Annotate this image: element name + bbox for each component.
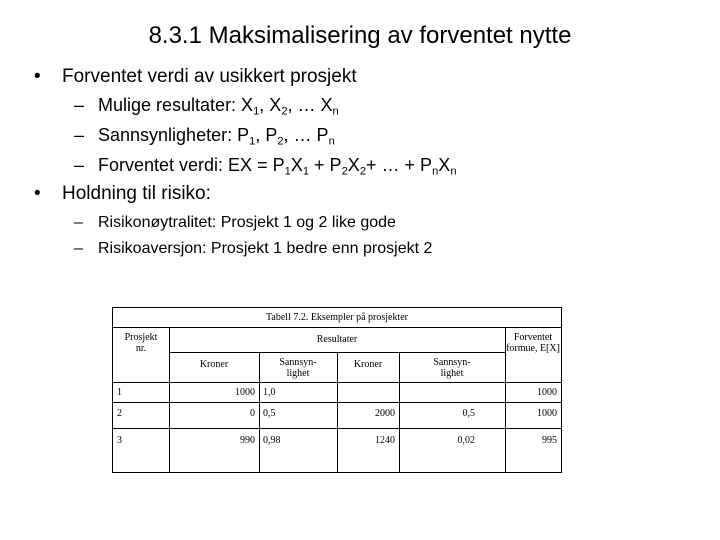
table-cell-probability: 0,5: [263, 408, 276, 419]
header-project: Prosjekt nr.: [124, 332, 158, 354]
bullet-text: Forventet verdi av usikkert prosjekt: [62, 66, 357, 87]
dash-marker: –: [74, 240, 83, 257]
table-rule: [169, 327, 170, 472]
table-caption: Tabell 7.2. Eksempler på prosjekter: [265, 312, 409, 323]
table-cell-nr: 2: [117, 408, 122, 419]
sub-bullet-text: Mulige resultater: $X_1$, $X_2$, … $X_n$: [98, 95, 339, 118]
header-kroner: Kroner: [199, 359, 229, 370]
sub-bullet-text: Forventet verdi: EX = $P_1X_1 + P_2X_2+$ … + $P_nX_n$: [98, 155, 457, 178]
bullet-text: Holdning til risiko:: [62, 183, 211, 204]
sub-bullet-text: Sannsynligheter: $P_1$, $P_2$, … $P_n$: [98, 125, 335, 148]
table-cell-expected: 1000: [537, 387, 557, 398]
table-cell-kroner: 2000: [375, 408, 395, 419]
slide-title: 8.3.1 Maksimalisering av forventet nytte: [148, 22, 572, 49]
table-cell-probability: 1,0: [263, 387, 276, 398]
dash-marker: –: [74, 125, 85, 145]
header-probability: Sannsyn- lighet: [279, 357, 317, 379]
dash-marker: –: [74, 155, 85, 175]
bullet-marker: •: [34, 183, 41, 204]
table-cell-nr: 1: [117, 387, 122, 398]
table-cell-kroner: 1240: [375, 435, 395, 446]
projects-table: [112, 307, 562, 473]
table-cell-kroner: 990: [240, 435, 255, 446]
sub-bullet-text: Risikoaversjon: Prosjekt 1 bedre enn prosjekt 2: [98, 240, 433, 257]
table-cell-probability: 0,5: [462, 408, 475, 419]
dash-marker: –: [74, 214, 83, 231]
table-rule: [113, 327, 561, 328]
bullet-marker: •: [34, 66, 41, 87]
header-probability: Sannsyn- lighet: [433, 357, 471, 379]
table-cell-probability: 0,98: [263, 435, 281, 446]
table-cell-probability: 0,02: [457, 435, 475, 446]
table-cell-nr: 3: [117, 435, 122, 446]
dash-marker: –: [74, 95, 85, 115]
table-cell-kroner: 0: [250, 408, 255, 419]
table-cell-kroner: 1000: [235, 387, 255, 398]
sub-bullet-text: Risikonøytralitet: Prosjekt 1 og 2 like gode: [98, 214, 396, 231]
header-results: Resultater: [316, 334, 358, 345]
table-cell-expected: 1000: [537, 408, 557, 419]
header-kroner: Kroner: [353, 359, 383, 370]
header-expected-wealth: Forventet formue, E[X]: [506, 332, 560, 354]
table-cell-expected: 995: [542, 435, 557, 446]
